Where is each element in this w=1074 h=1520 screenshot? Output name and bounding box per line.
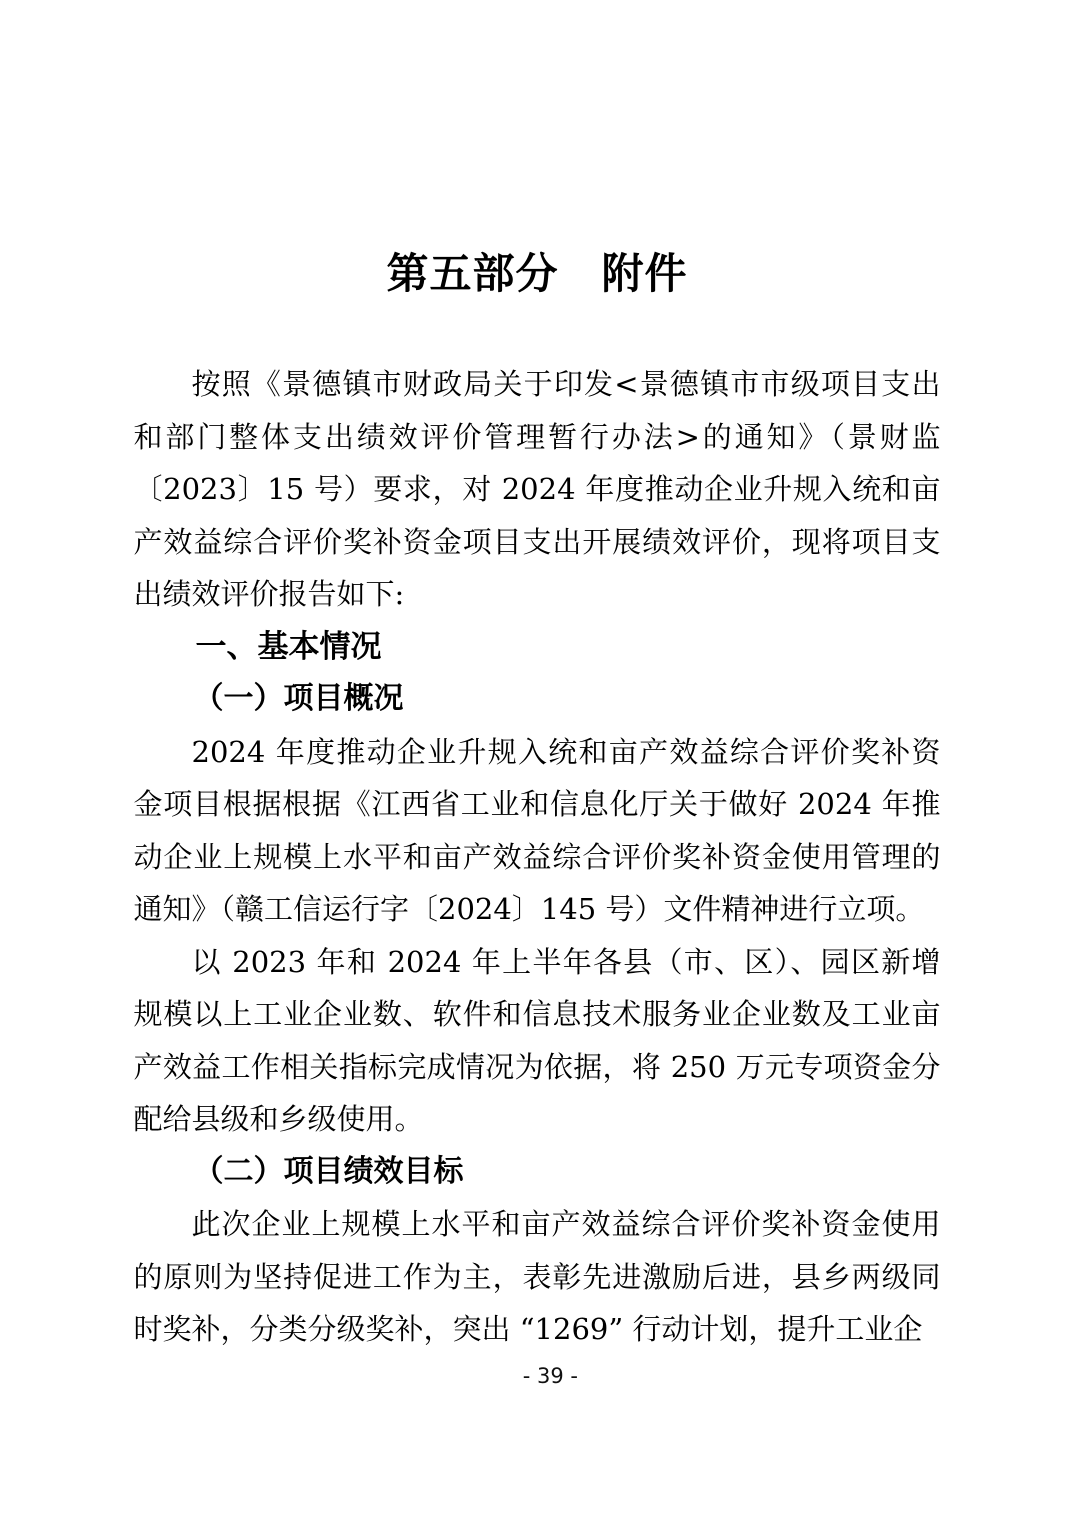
- heading-project-overview: （一）项目概况: [193, 681, 404, 716]
- paragraph-fund-allocation: 以 2023 年和 2024 年上半年各县（市、区）、园区新增规模以上工业企业数、软件和信息技术服务业企业数及工业亩产效益工作相关指标完成情况为依据，将 250 万元专项资金分配给县级和乡级使用。: [133, 944, 941, 1136]
- heading-basic-situation: 一、基本情况: [195, 628, 382, 665]
- document-title: 第五部分 附件: [386, 249, 688, 298]
- page-footer: [0, 1340, 1074, 1412]
- page-number: - 39 -: [522, 1364, 578, 1388]
- paragraph-intro: 按照《景德镇市财政局关于印发<景德镇市市级项目支出和部门整体支出绩效评价管理暂行办法>的通知》（景财监〔2023〕15 号）要求，对 2024 年度推动企业升规入统和亩产效益综合评价奖补资金项目支出开展绩效评价，现将项目支出绩效评价报告如下:: [133, 367, 941, 611]
- paragraph-project-basis: 2024 年度推动企业升规入统和亩产效益综合评价奖补资金项目根据根据《江西省工业和信息化厅关于做好 2024 年推动企业上规模上水平和亩产效益综合评价奖补资金使用管理的通知》（赣工信运行字〔2024〕145 号）文件精神进行立项。: [133, 734, 941, 926]
- paragraph-fund-principles: 此次企业上规模上水平和亩产效益综合评价奖补资金使用的原则为坚持促进工作为主，表彰先进激励后进，县乡两级同时奖补，分类分级奖补，突出 “1269” 行动计划，提升工业企: [133, 1207, 941, 1346]
- heading-performance-goals: （二）项目绩效目标: [193, 1153, 464, 1189]
- document-body: [134, 358, 941, 1356]
